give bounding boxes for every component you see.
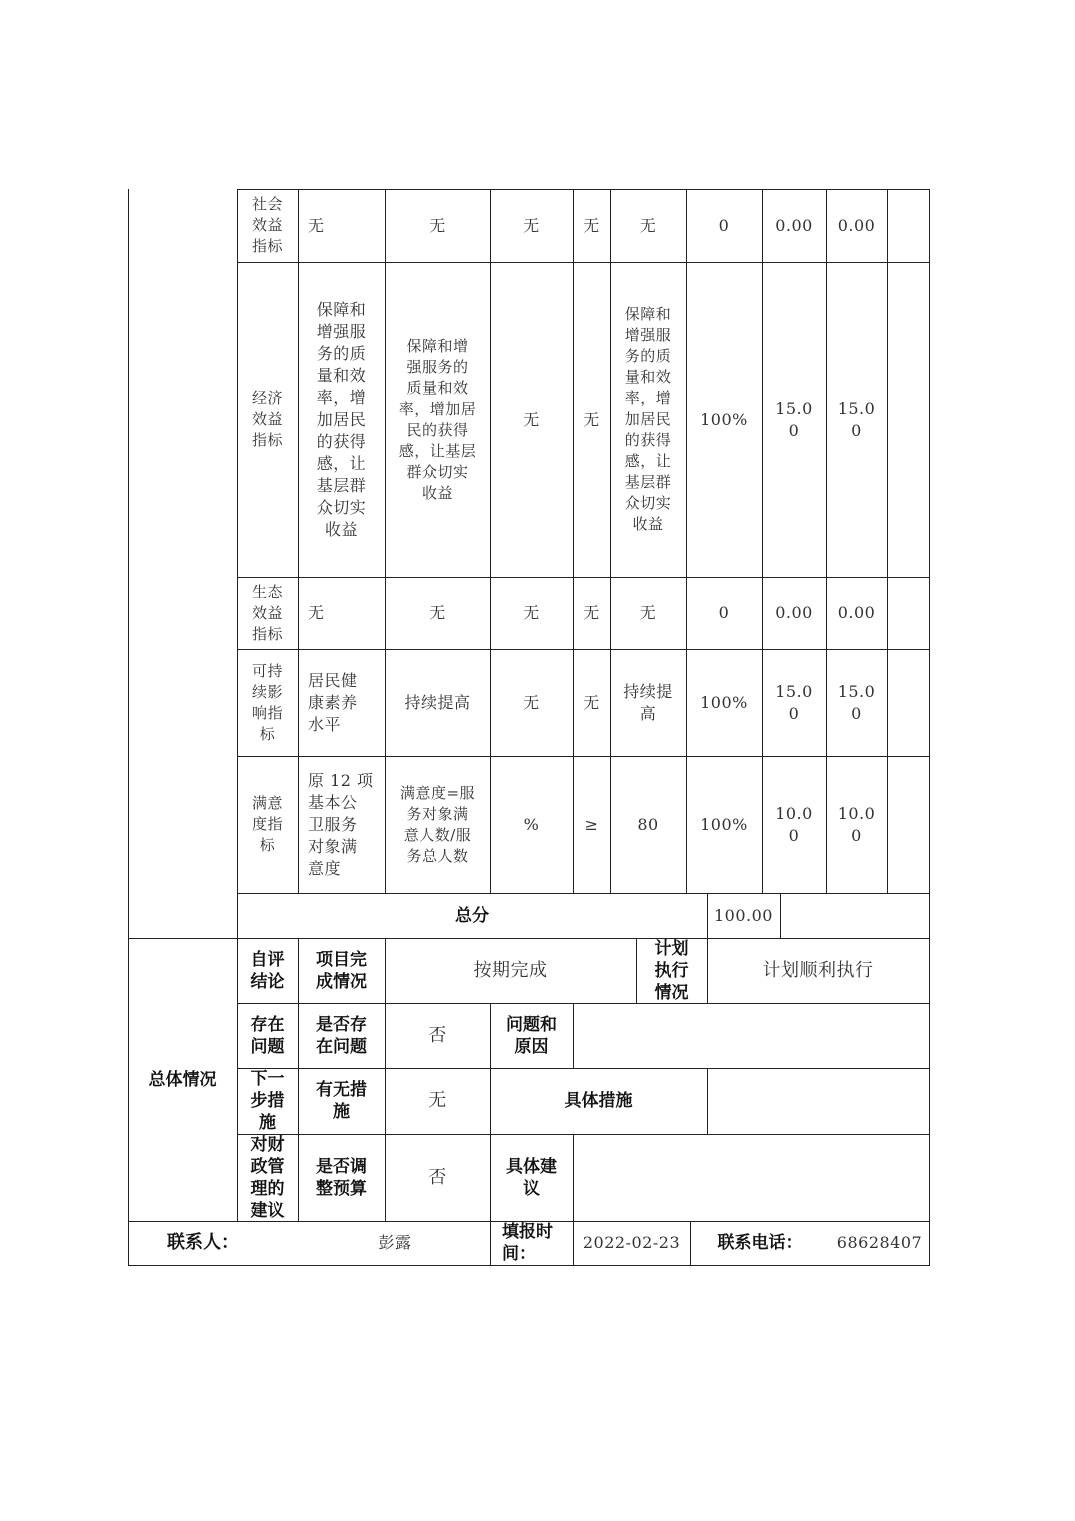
row-value: 无 — [429, 215, 446, 235]
advice-value — [573, 1134, 929, 1221]
row-unit: 无 — [523, 603, 540, 622]
row-unit: 无 — [523, 215, 540, 235]
problem-reason-label: 问题和 原因 — [506, 1014, 557, 1057]
row-weight: 15.0 0 — [775, 681, 813, 723]
table-border-right — [929, 189, 930, 1266]
row-index: 原 12 项 基本公 卫服务 对象满 意度 — [308, 770, 374, 878]
row-weight: 10.0 0 — [775, 803, 813, 845]
row-operator: 无 — [583, 409, 600, 429]
self-eval-label: 自评 结论 — [250, 949, 285, 992]
row-completion: 0 — [718, 603, 730, 622]
suggestions-item: 是否调 整预算 — [316, 1156, 367, 1199]
row-unit: 无 — [523, 692, 540, 712]
row-value: 保障和增 强服务的 质量和效 率，增加居 民的获得 感，让基层 群众切实 收益 — [398, 336, 477, 502]
row-completion: 0 — [718, 215, 730, 235]
contact-label: 联系人： — [167, 1232, 239, 1253]
self-eval-item: 项目完 成情况 — [316, 949, 367, 992]
row-value: 满意度=服 务对象满 意人数/服 务总人数 — [399, 783, 476, 865]
row-score: 15.0 0 — [837, 398, 876, 440]
total-value: 100.00 — [714, 905, 773, 925]
row-index: 居民健 康素养 水平 — [308, 670, 358, 734]
problems-value: 否 — [428, 1024, 447, 1046]
row-target: 保障和 增强服 务的质 量和效 率，增 加居民 的获得 感，让 基层群 众切实 收益 — [624, 305, 672, 533]
next-steps-label: 下一 步措 施 — [250, 1069, 285, 1133]
row-target: 无 — [639, 215, 657, 235]
phone-label: 联系电话： — [717, 1233, 803, 1253]
total-label: 总分 — [455, 905, 489, 926]
row-value: 无 — [429, 603, 446, 622]
row-target: 80 — [637, 814, 659, 834]
row-target: 持续提 高 — [623, 681, 673, 723]
next-steps-item: 有无措 施 — [316, 1080, 367, 1122]
row-weight: 0.00 — [775, 215, 813, 235]
row-operator: ≥ — [584, 814, 599, 834]
row-index: 无 — [308, 215, 325, 235]
row-dimension: 可持 续影 响指 标 — [251, 661, 283, 743]
date-label: 填报时 间： — [502, 1222, 553, 1264]
row-value: 持续提高 — [404, 692, 471, 712]
plan-execution-value: 计划顺利执行 — [762, 959, 874, 981]
row-index: 保障和 增强服 务的质 量和效 率，增 加居民 的获得 感，让 基层群 众切实 收益 — [316, 299, 367, 539]
row-completion: 100% — [700, 692, 748, 712]
table-border-bottom — [128, 1265, 930, 1266]
overall-label: 总体情况 — [148, 1069, 217, 1090]
suggestions-label: 对财 政管 理的 建议 — [250, 1134, 285, 1221]
problem-reason-value — [573, 1003, 929, 1068]
row-score: 0.00 — [837, 215, 876, 235]
row-weight: 15.0 0 — [775, 398, 813, 440]
problems-label: 存在 问题 — [250, 1014, 285, 1057]
row-dimension: 生态 效益 指标 — [251, 582, 283, 643]
row-index: 无 — [308, 603, 325, 622]
row-score: 15.0 0 — [837, 681, 876, 723]
plan-execution-label: 计划 执行 情况 — [654, 938, 689, 1003]
row-dimension: 满意 度指 标 — [251, 794, 283, 854]
measures-label: 具体措施 — [564, 1091, 633, 1111]
self-eval-value: 按期完成 — [473, 959, 548, 981]
row-completion: 100% — [700, 409, 748, 429]
row-score: 0.00 — [837, 603, 876, 622]
row-weight: 0.00 — [775, 603, 813, 622]
row-dimension: 经济 效益 指标 — [251, 389, 283, 449]
measures-value — [707, 1068, 929, 1134]
next-steps-value: 无 — [428, 1090, 447, 1111]
row-operator: 无 — [583, 692, 600, 712]
row-operator: 无 — [583, 603, 600, 622]
row-unit: 无 — [523, 409, 540, 429]
row-score: 10.0 0 — [837, 803, 876, 845]
total-empty-cell — [780, 893, 929, 938]
problems-item: 是否存 在问题 — [316, 1014, 367, 1057]
row-completion: 100% — [700, 814, 748, 834]
suggestions-value: 否 — [428, 1166, 447, 1188]
phone-value: 68628407 — [836, 1233, 923, 1252]
row-target: 无 — [639, 603, 657, 622]
row-operator: 无 — [583, 215, 600, 235]
date-value: 2022-02-23 — [582, 1233, 681, 1252]
row-dimension: 社会 效益 指标 — [251, 195, 283, 255]
advice-label: 具体建 议 — [506, 1156, 557, 1199]
contact-value: 彭露 — [378, 1233, 412, 1252]
row-unit: % — [523, 814, 540, 834]
